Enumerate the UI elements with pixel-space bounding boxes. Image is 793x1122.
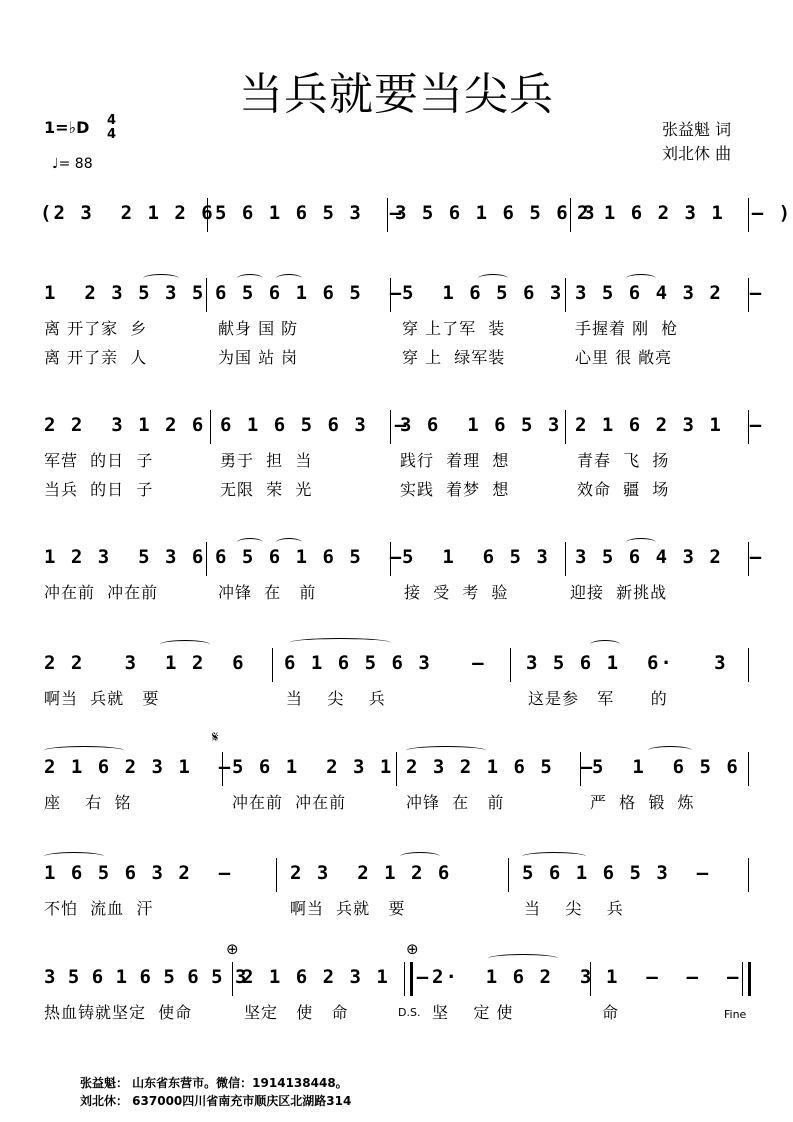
barline [390,278,391,312]
lyric-line: 穿 上 绿军装 [402,348,506,367]
lyric-line: 心里 很 敞亮 [575,348,673,367]
barline [508,858,509,892]
lyric-line: 座 右 铭 [44,793,132,812]
notes-row [0,962,793,998]
measure: 2 1 6 2 3 1 – [242,966,431,988]
lyric-line: 啊当 兵就 要 [44,689,160,708]
measure: 2 2 3 1 2 6 [44,414,206,436]
measure: 3 5 6 1 6· 3 [526,652,728,674]
notes-row [0,752,793,788]
measure: 3 5 6 1 6 5 6 5 3 [44,966,247,988]
measure: 6 1 6 5 6 3 – [284,652,486,674]
barline [390,410,391,444]
time-signature [107,114,116,142]
measure: 1 2 3 5 3 5 [44,282,206,304]
lyric-line: 勇于 担 当 [220,451,313,470]
lyric-line: 为国 站 岗 [218,348,299,367]
lyric-line: 迎接 新挑战 [570,583,668,602]
measure: 6 1 6 5 6 3 – [220,414,409,436]
barline [565,278,566,312]
coda-sign: ⊕ [226,940,239,958]
notes-row [0,858,793,894]
measure: 2 1 6 2 3 1 – [44,756,233,778]
barline [206,278,207,312]
lyric-line: 实践 着梦 想 [400,480,510,499]
slur [522,852,586,861]
measure: 3 5 6 4 3 2 – [575,546,764,568]
lyric-line: 青春 飞 扬 [577,451,670,470]
barline [590,962,591,996]
slur [143,274,179,283]
lyric-line: 穿 上了军 装 [402,319,506,338]
slur [406,746,486,755]
measure: 2 1 6 2 3 1 – ) [577,202,793,224]
barline [748,278,749,312]
lyric-line: 严 格 锻 炼 [590,793,695,812]
measure: 5 1 6 5 6 [592,756,740,778]
slur [400,852,440,861]
lyric-line: 手握着 刚 枪 [575,319,679,338]
repeat-barline [404,962,413,996]
measure: 2 1 6 2 3 1 – [575,414,764,436]
lyric-line: 离 开了家 乡 [44,319,148,338]
slur [276,274,302,283]
lyric-line: 冲锋 在 前 [218,583,317,602]
notes-row [0,198,793,234]
measure: 1 6 5 6 3 2 – [44,862,233,884]
barline [565,542,566,576]
coda-sign: ⊕ [406,940,419,958]
footer-line: 张益魁： 山东省东营市。微信：1914138448。 [80,1076,348,1090]
measure: 6 5 6 1 6 5 – [215,546,404,568]
barline [232,962,233,996]
measure: 5 6 1 2 3 1 [232,756,394,778]
measure: 3 5 6 1 6 5 6 3 [395,202,597,224]
barline [276,858,277,892]
notes-row [0,278,793,314]
notes-row [0,542,793,578]
barline [272,648,273,682]
barline [396,752,397,786]
lyric-line: 冲在前 冲在前 [232,793,347,812]
fine-marking: Fine [724,1008,747,1021]
ds-marking: D.S. [398,1006,421,1019]
slur [160,640,210,649]
measure: 2 2 3 1 2 6 [44,652,246,674]
lyric-line: 这是参 军 的 [528,689,668,708]
barline [748,752,749,786]
footer-line: 刘北休： 637000四川省南充市顺庆区北湖路314 [80,1094,352,1108]
final-barline [742,962,751,996]
measure: 3 6 1 6 5 3 [400,414,562,436]
lyric-line: 离 开了亲 人 [44,348,148,367]
measure: 1 2 3 5 3 6 [44,546,206,568]
lyric-line: 献身 国 防 [218,319,299,338]
measure: 6 5 6 1 6 5 – [215,282,404,304]
slur [290,638,390,647]
tempo-marking: ♩= 88 [52,156,93,172]
measure: 2 3 2 1 6 5 – [406,756,595,778]
barline [748,410,749,444]
lyric-line: 不怕 流血 汗 [44,899,154,918]
slur [626,274,656,283]
lyric-line: 冲在前 冲在前 [44,583,159,602]
lyric-line: 践行 着理 想 [400,451,510,470]
lyric-line: 啊当 兵就 要 [290,899,406,918]
measure: 2· 1 6 2 3 [432,966,594,988]
measure: 2 3 2 1 2 6 [290,862,452,884]
barline [222,752,223,786]
measure: 5 1 6 5 3 [402,546,550,568]
lyric-line: 冲锋 在 前 [406,793,505,812]
slur [276,538,302,547]
composer-credit: 刘北休 曲 [662,144,732,163]
barline [748,542,749,576]
barline [748,198,749,232]
slur [648,746,692,755]
slur [488,954,558,963]
slur [44,852,104,861]
key-signature: 1=♭D [44,118,90,137]
slur [590,640,620,649]
lyric-line: 命 [602,1003,620,1022]
slur [478,274,508,283]
time-signature-top: 4 [107,113,117,128]
barline [510,648,511,682]
measure: 3 5 6 4 3 2 – [575,282,764,304]
measure: 5 6 1 6 5 3 – [522,862,711,884]
barline [387,198,388,232]
notes-row [0,648,793,684]
lyric-line: 坚定 使 命 [244,1003,349,1022]
barline [565,410,566,444]
barline [748,858,749,892]
lyric-line: 当 尖 兵 [524,899,624,918]
lyric-line: 当兵 的日 子 [44,480,154,499]
barline [210,410,211,444]
notes-row [0,410,793,446]
lyric-line: 无限 荣 光 [220,480,313,499]
measure: 5 6 1 6 5 3 – [215,202,404,224]
lyric-line: 接 受 考 验 [404,583,509,602]
measure: 5 1 6 5 6 3 [402,282,564,304]
barline [207,198,208,232]
segno-sign: 𝄋 [212,728,219,746]
slur [237,538,263,547]
barline [206,542,207,576]
slur [626,538,656,547]
lyric-line: 坚 定 使 [432,1003,514,1022]
lyric-line: 热血铸就坚定 使命 [44,1003,193,1022]
barline [570,198,571,232]
time-signature-bottom: 4 [107,127,117,142]
lyricist-credit: 张益魁 词 [662,120,732,139]
lyric-line: 军营 的日 子 [44,451,154,470]
measure: (2 3 2 1 2 6 [40,202,215,224]
barline [580,752,581,786]
measure: 1 – – – [606,966,741,988]
slur [237,274,263,283]
slur [44,746,124,755]
barline [748,648,749,682]
lyric-line: 效命 疆 场 [577,480,670,499]
barline [390,542,391,576]
song-title: 当兵就要当尖兵 [239,69,554,120]
lyric-line: 当 尖 兵 [286,689,386,708]
